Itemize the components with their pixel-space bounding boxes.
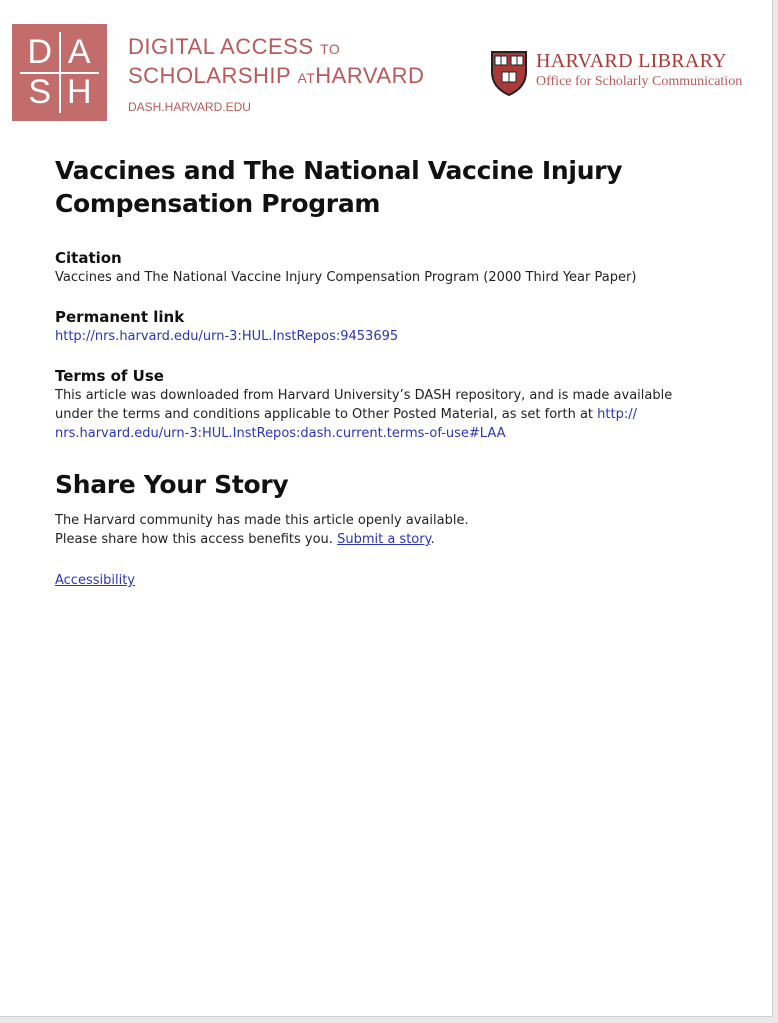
permanent-link[interactable]: http://nrs.harvard.edu/urn-3:HUL.InstRepos:9453695	[55, 329, 399, 344]
accessibility-link[interactable]: Accessibility	[55, 573, 135, 588]
terms-link-start[interactable]: http://	[597, 407, 637, 422]
logo-letter-d: D	[27, 32, 53, 71]
dash-wordmark	[128, 34, 424, 114]
terms-heading: Terms of Use	[55, 367, 164, 385]
citation-text: Vaccines and The National Vaccine Injury Compensation Program (2000 Third Year Paper)	[55, 270, 637, 285]
terms-link[interactable]: nrs.harvard.edu/urn-3:HUL.InstRepos:dash.current.terms-of-use#LAA	[55, 426, 506, 441]
wordmark-to: TO	[320, 41, 341, 57]
document-title	[55, 154, 735, 220]
share-line2-end: .	[430, 532, 435, 547]
harvard-library-subtitle: Office for Scholarly Communication	[536, 74, 743, 89]
dash-url: DASH.HARVARD.EDU	[128, 100, 251, 114]
wordmark-line1: DIGITAL ACCESS	[128, 34, 314, 59]
harvard-library-title: HARVARD LIBRARY	[536, 50, 727, 72]
metadata-content	[55, 154, 735, 590]
document-title-line1: Vaccines and The National Vaccine Injury	[55, 156, 623, 185]
wordmark-harvard: HARVARD	[315, 63, 425, 88]
share-line1: The Harvard community has made this article openly available.	[55, 513, 469, 528]
wordmark-at: AT	[297, 70, 316, 86]
terms-line2: under the terms and conditions applicable to Other Posted Material, as set forth at	[55, 407, 598, 422]
harvard-shield-icon	[490, 50, 528, 96]
permanent-link-heading: Permanent link	[55, 308, 185, 326]
citation-heading: Citation	[55, 249, 122, 267]
logo-letter-s: S	[28, 73, 52, 112]
logo-letter-a: A	[67, 32, 91, 71]
share-heading: Share Your Story	[55, 470, 289, 499]
harvard-library-logo	[490, 48, 765, 98]
share-line2: Please share how this access benefits you.	[55, 532, 338, 547]
share-text	[55, 511, 735, 549]
document-title-line2: Compensation Program	[55, 189, 381, 218]
dash-logo	[12, 24, 107, 121]
terms-text	[55, 386, 735, 443]
submit-story-link[interactable]: Submit a story	[337, 532, 431, 547]
wordmark-line2: SCHOLARSHIP	[128, 63, 291, 88]
terms-line1: This article was downloaded from Harvard University’s DASH repository, and is made available	[55, 388, 673, 403]
logo-letter-h: H	[66, 73, 92, 112]
